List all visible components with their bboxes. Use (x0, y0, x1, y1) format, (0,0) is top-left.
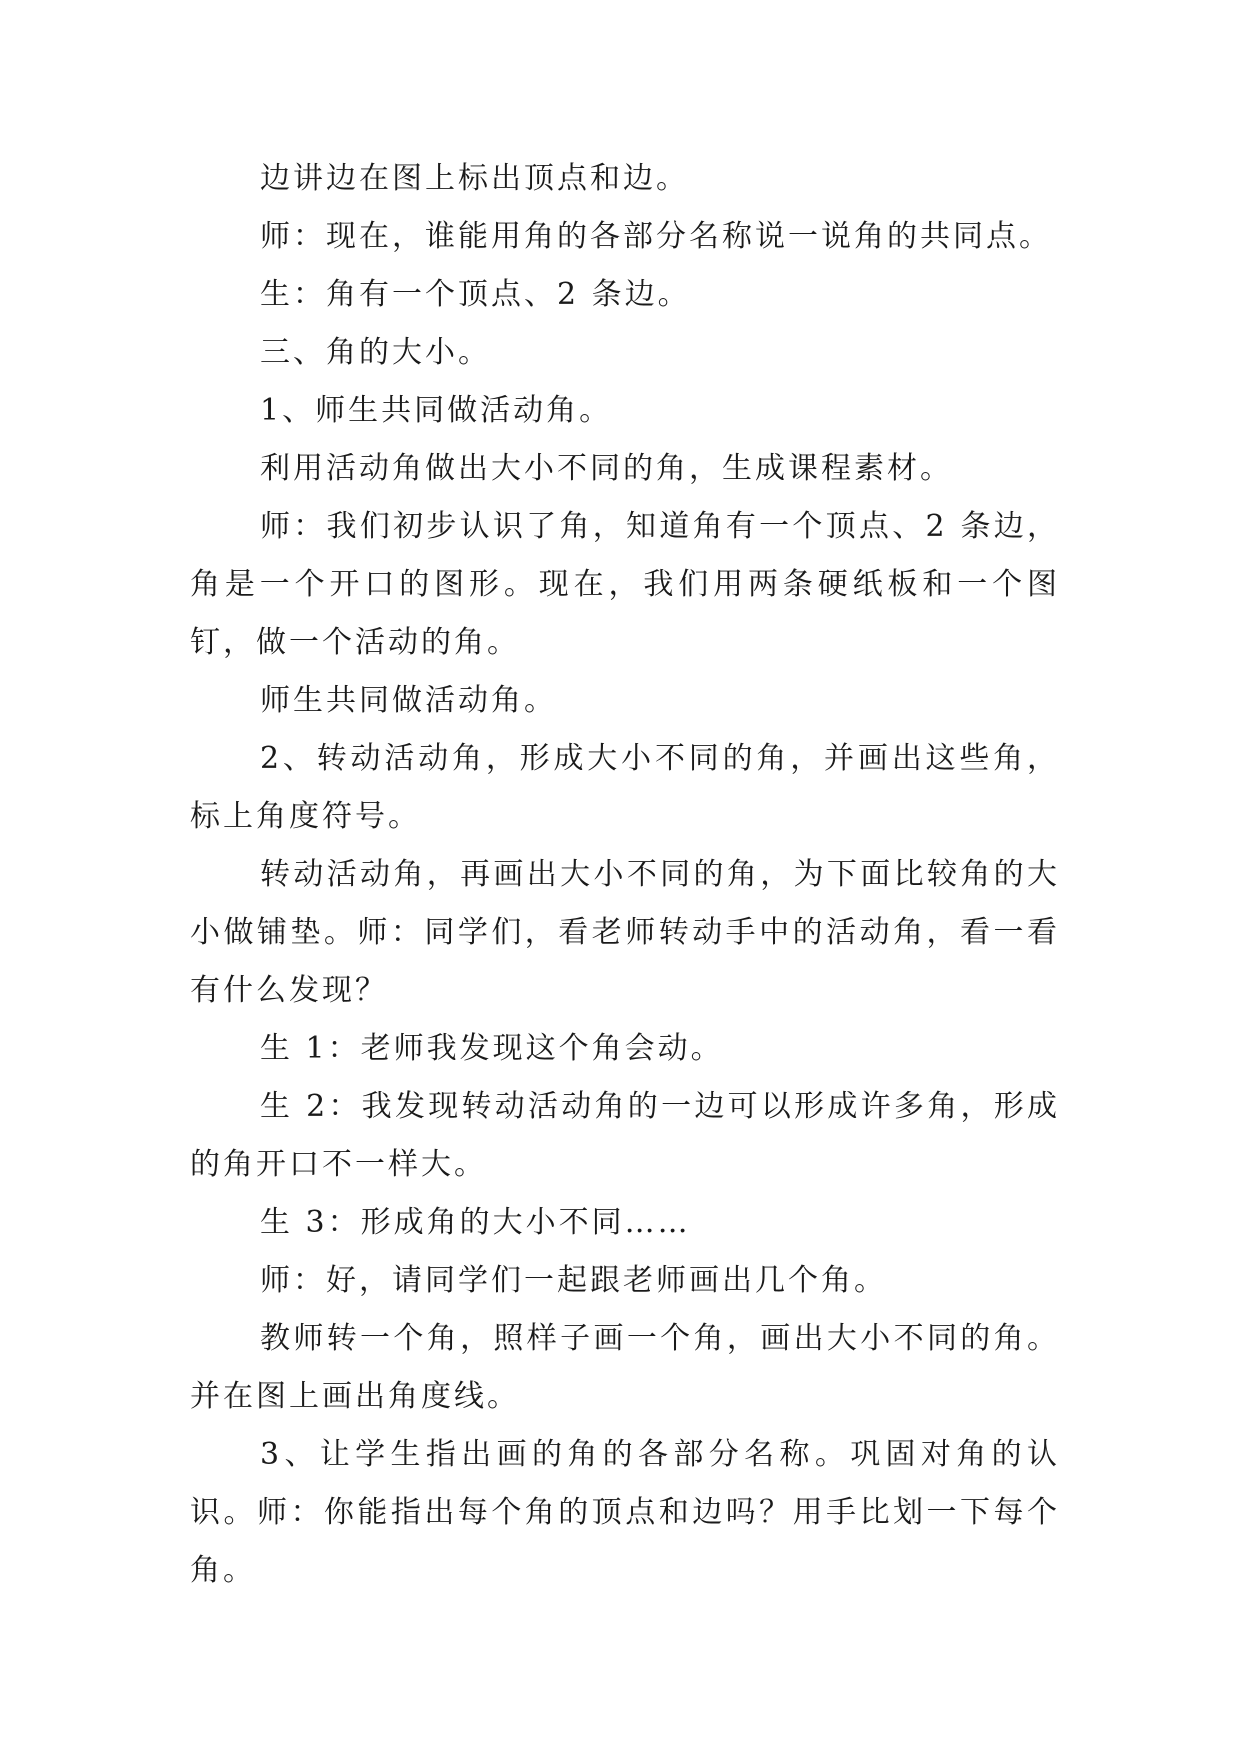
paragraph: 师生共同做活动角。 (260, 683, 557, 718)
paragraph: 生 2：我发现转动活动角的一边可以形成许多角，形成的角开口不一样大。 (190, 1089, 1060, 1182)
paragraph: 师：好，请同学们一起跟老师画出几个角。 (260, 1263, 887, 1298)
paragraph: 2、转动活动角，形成大小不同的角，并画出这些角，标上角度符号。 (190, 741, 1060, 834)
paragraph: 师：我们初步认识了角，知道角有一个顶点、2 条边，角是一个开口的图形。现在，我们用两条硬纸板和一个图钉，做一个活动的角。 (190, 509, 1060, 660)
paragraph: 教师转一个角，照样子画一个角，画出大小不同的角。并在图上画出角度线。 (190, 1321, 1060, 1414)
paragraph: 生 1：老师我发现这个角会动。 (260, 1031, 724, 1066)
paragraph: 生：角有一个顶点、2 条边。 (260, 277, 691, 312)
paragraph: 边讲边在图上标出顶点和边。 (260, 161, 689, 196)
paragraph: 转动活动角，再画出大小不同的角，为下面比较角的大小做铺垫。师：同学们，看老师转动手中的活动角，看一看有什么发现？ (190, 857, 1060, 1008)
document-body (190, 150, 1060, 1600)
paragraph: 生 3：形成角的大小不同…… (260, 1205, 691, 1240)
section-heading: 三、角的大小。 (260, 335, 491, 370)
paragraph: 利用活动角做出大小不同的角，生成课程素材。 (260, 451, 953, 486)
paragraph: 1、师生共同做活动角。 (260, 393, 613, 428)
paragraph: 3、让学生指出画的角的各部分名称。巩固对角的认识。师：你能指出每个角的顶点和边吗？用手比划一下每个角。 (190, 1437, 1060, 1588)
paragraph: 师：现在，谁能用角的各部分名称说一说角的共同点。 (260, 219, 1052, 254)
